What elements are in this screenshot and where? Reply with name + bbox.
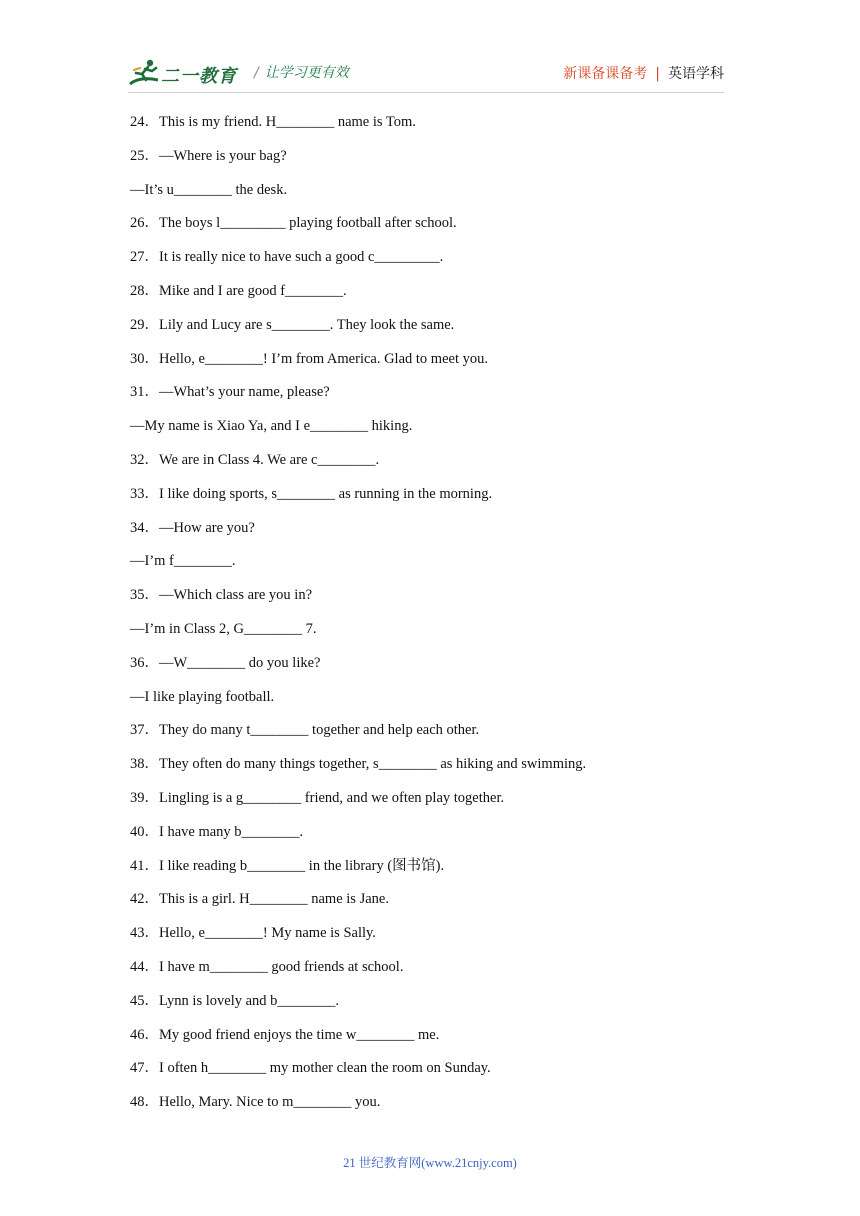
header-right [563, 63, 724, 83]
exercise-line: 39．Lingling is a g________ friend, and we often play together. [130, 789, 505, 806]
exercise-line: 37．They do many t________ together and help each other. [130, 722, 480, 739]
exercise-line: 32．We are in Class 4. We are c________. [130, 451, 380, 468]
exercise-line: 43．Hello, e________! My name is Sally. [130, 925, 376, 942]
slogan [254, 62, 349, 82]
exercise-line: 47．I often h________ my mother clean the room on Sunday. [130, 1060, 491, 1077]
exercise-line: 46．My good friend enjoys the time w________ me. [130, 1026, 440, 1043]
exercise-line: 28．Mike and I are good f________. [130, 282, 347, 299]
exercise-line: 48．Hello, Mary. Nice to m________ you. [130, 1094, 381, 1111]
exercise-line: 31．—What’s your name, please? [130, 384, 330, 401]
exercise-list [130, 111, 750, 1125]
exercise-line: 34．—How are you? [130, 519, 255, 536]
logo [128, 54, 248, 90]
exercise-line: 40．I have many b________. [130, 823, 304, 840]
header-separator: | [655, 66, 660, 82]
runner-logo-icon [128, 58, 162, 88]
slogan-slash: / [254, 65, 259, 81]
exercise-line: 44．I have m________ good friends at school. [130, 958, 404, 975]
exercise-line: 30．Hello, e________! I’m from America. Glad to meet you. [130, 350, 488, 367]
exercise-line: 38．They often do many things together, s________ as hiking and swimming. [130, 756, 587, 773]
exercise-line: 41．I like reading b________ in the library (图书馆). [130, 857, 445, 874]
exercise-line: —It’s u________ the desk. [130, 181, 288, 198]
header-subject: 英语学科 [668, 66, 724, 82]
exercise-line: 26．The boys l_________ playing football after school. [130, 215, 457, 232]
footer-source: 21 世纪教育网(www.21cnjy.com) [343, 1156, 517, 1170]
exercise-line: —I’m f________. [130, 553, 236, 570]
exercise-line: —I’m in Class 2, G________ 7. [130, 620, 317, 637]
exercise-line: 24．This is my friend. H________ name is Tom. [130, 114, 416, 130]
exercise-line: 33．I like doing sports, s________ as running in the morning. [130, 485, 493, 502]
exercise-line: —I like playing football. [130, 688, 275, 705]
exercise-line: 29．Lily and Lucy are s________. They look the same. [130, 316, 455, 333]
exercise-line: 27．It is really nice to have such a good c_________. [130, 249, 444, 266]
logo-text: 二一教育 [161, 66, 237, 87]
slogan-text: 让学习更有效 [264, 65, 349, 81]
exercise-line: 42．This is a girl. H________ name is Jane. [130, 891, 389, 908]
exercise-line: 36．—W________ do you like? [130, 654, 321, 671]
exercise-line: —My name is Xiao Ya, and I e________ hiking. [130, 418, 413, 435]
header-right-text: 新课备课备考 [563, 66, 648, 82]
exercise-line: 35．—Which class are you in? [130, 587, 313, 604]
header-rule [128, 92, 724, 93]
exercise-line: 25．—Where is your bag? [130, 147, 287, 164]
page-header [128, 54, 724, 90]
exercise-line: 45．Lynn is lovely and b________. [130, 992, 340, 1009]
